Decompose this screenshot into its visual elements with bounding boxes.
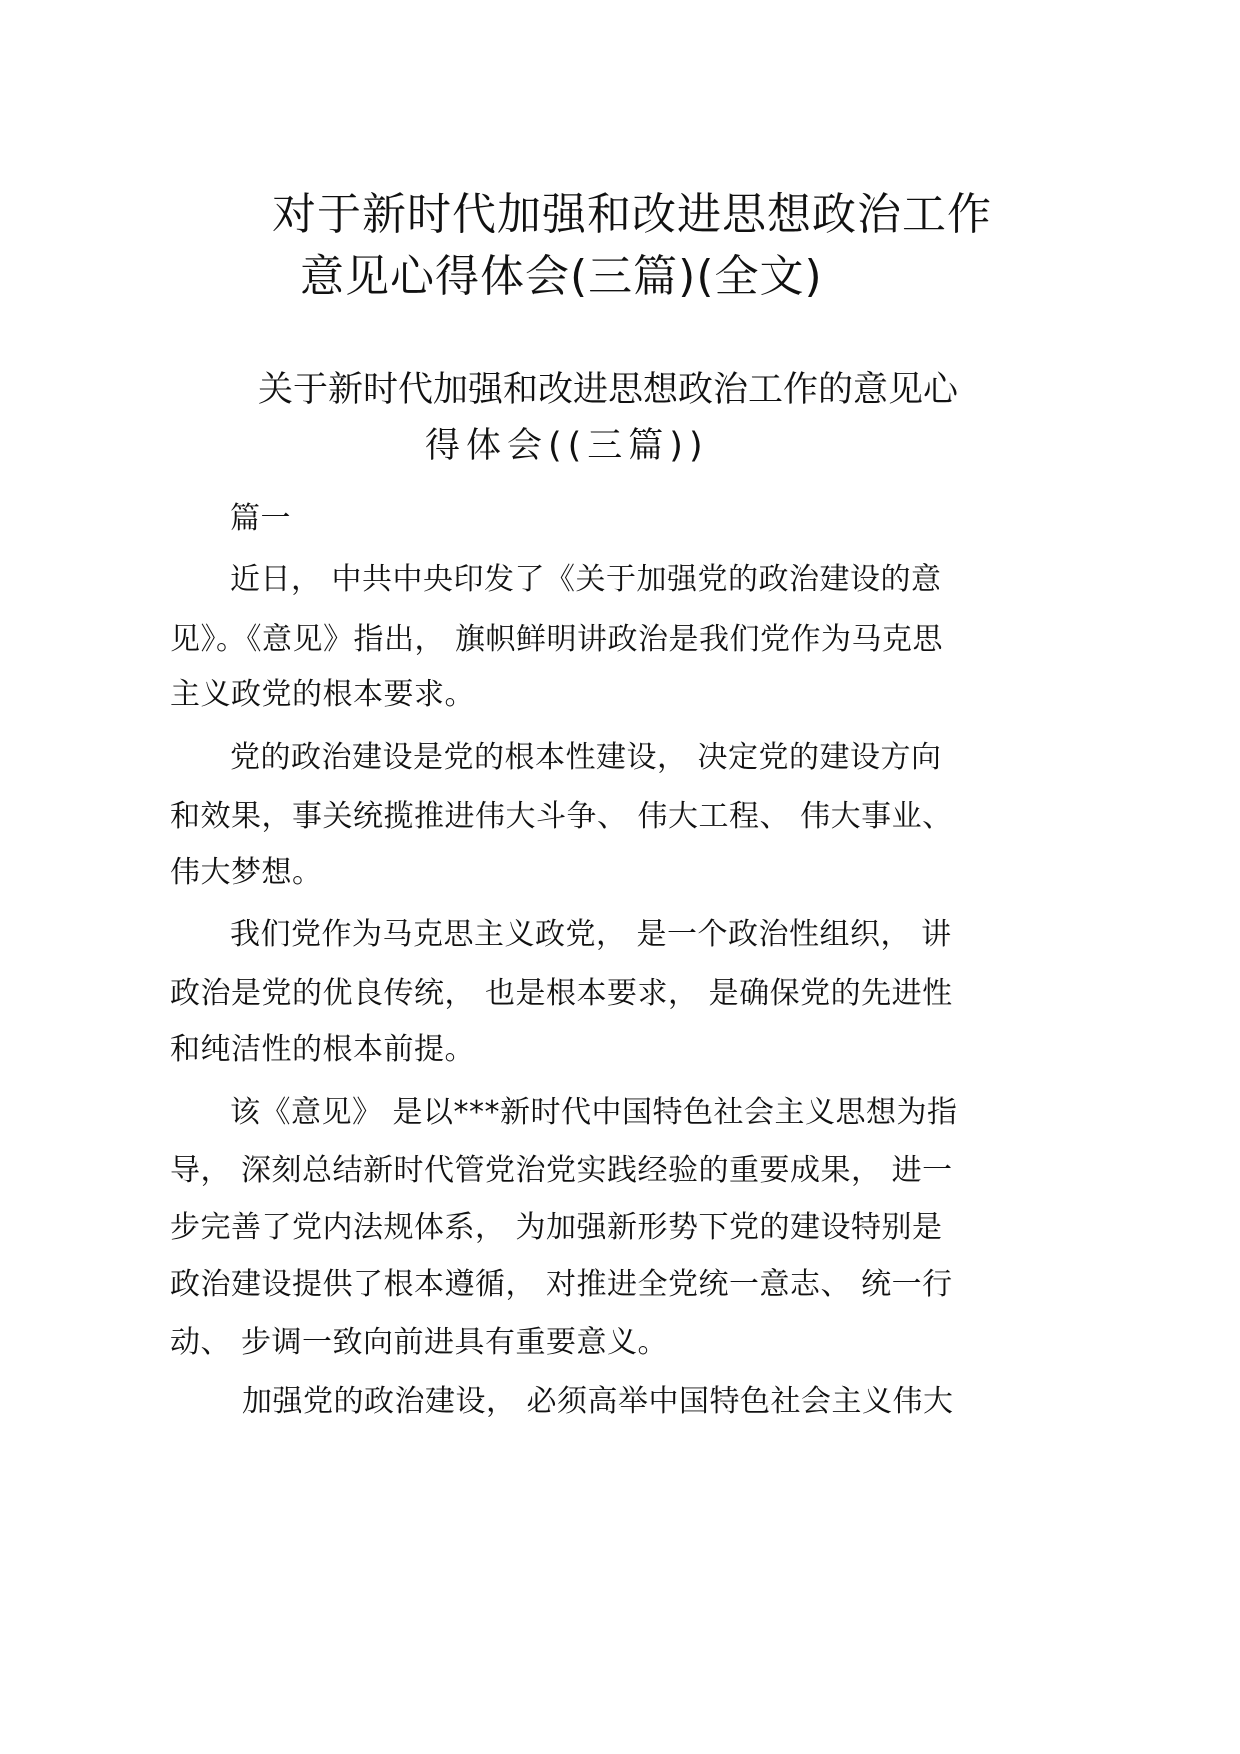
paragraph-2-line-1: 党的政治建设是党的根本性建设， 决定党的建设方向 [230, 740, 942, 775]
section-label: 篇一 [230, 501, 291, 536]
document-title-line-2: 意见心得体会(三篇)(全文) [300, 251, 823, 302]
paragraph-4-line-3: 步完善了党内法规体系， 为加强新形势下党的建设特别是 [170, 1210, 943, 1245]
paragraph-3-line-1: 我们党作为马克思主义政党， 是一个政治性组织， 讲 [230, 917, 952, 952]
document-title-line-1: 对于新时代加强和改进思想政治工作 [272, 189, 992, 240]
paragraph-1-line-3: 主义政党的根本要求。 [170, 677, 475, 712]
paragraph-2-line-2: 和效果，事关统揽推进伟大斗争、 伟大工程、 伟大事业、 [170, 799, 953, 834]
subtitle-line-1: 关于新时代加强和改进思想政治工作的意见心 [258, 370, 959, 410]
paragraph-3-line-3: 和纯洁性的根本前提。 [170, 1032, 475, 1067]
paragraph-4-line-4: 政治建设提供了根本遵循， 对推进全党统一意志、 统一行 [170, 1267, 953, 1302]
paragraph-2-line-3: 伟大梦想。 [170, 855, 323, 890]
paragraph-3-line-2: 政治是党的优良传统， 也是根本要求， 是确保党的先进性 [170, 976, 953, 1011]
paragraph-1-line-2: 见》。《意见》指出， 旗帜鲜明讲政治是我们党作为马克思 [170, 622, 944, 657]
paragraph-1-line-1: 近日， 中共中央印发了《关于加强党的政治建设的意 [230, 562, 942, 597]
paragraph-4-line-5: 动、 步调一致向前进具有重要意义。 [170, 1325, 669, 1360]
paragraph-4-line-1: 该《意见》 是以***新时代中国特色社会主义思想为指 [230, 1095, 958, 1130]
paragraph-5-line-1: 加强党的政治建设， 必须高举中国特色社会主义伟大 [242, 1384, 954, 1419]
subtitle-line-2: 得体会((三篇)) [425, 426, 709, 466]
paragraph-4-line-2: 导， 深刻总结新时代管党治党实践经验的重要成果， 进一 [170, 1153, 953, 1188]
